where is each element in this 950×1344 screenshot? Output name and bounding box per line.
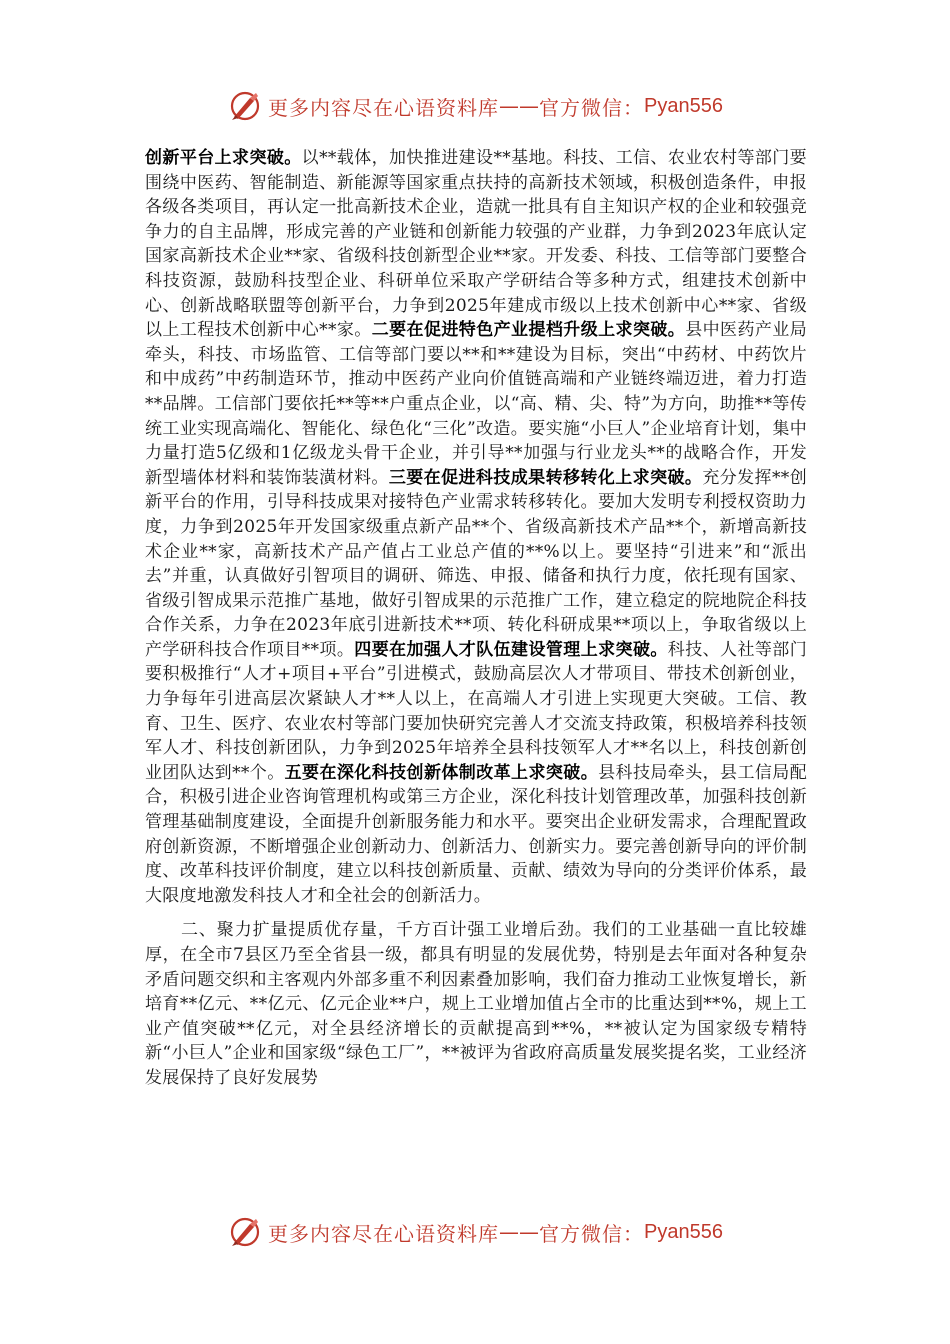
text-3: 充分发挥**创新平台的作用，引导科技成果对接特色产业需求转移转化。要加大发明专利授权资助力度，力争到2025年开发国家级重点新产品**个、省级高新技术产品**个，新增高新技术企业**家，高新技术产品产值占工业总产值的**%以上。要坚持“引进来”和“派出去”并重，认真做好引智项目的调研、筛选、申报、储备和执行力度，依托现有国家、省级引智成果示范推广基地，做好引智成果的示范推广工作，建立稳定的院地院企科技合作关系，力争在2023年底引进新技术**项、转化科研成果**项以上，争取省级以上产学研科技合作项目**项。 — [145, 467, 807, 660]
banner-separator: —— — [499, 94, 539, 118]
text-5: 县科技局牵头，县工信局配合，积极引进企业咨询管理机构或第三方企业，深化科技计划管理改革，加强科技创新管理基础制度建设，全面提升创新服务能力和水平。要突出企业研发需求，合理配置政府创新资源，不断增强企业创新动力、创新活力、创新实力。要完善创新导向的评价制度、改革科技评价制度，建立以科技创新质量、贡献、绩效为导向的分类评价体系，最大限度地激发科技人才和全社会的创新活力。 — [145, 762, 807, 906]
banner-wechat-id: Pyan556 — [644, 1220, 723, 1243]
banner-separator: —— — [499, 1220, 539, 1244]
document-body — [145, 146, 807, 1091]
heading-5: 五要在深化科技创新体制改革上求突破。 — [284, 762, 599, 783]
footer-banner — [0, 1212, 950, 1252]
banner-wechat-id: Pyan556 — [644, 94, 723, 117]
paragraph-1 — [145, 146, 807, 908]
text-2: 县中医药产业局牵头，科技、市场监管、工信等部门要以**和**建设为目标，突出“中药材、中药饮片和中成药”中药制造环节，推动中医药产业向价值链高端和产业链终端迈进，着力打造**品牌。工信部门要依托**等**户重点企业，以“高、精、尖、特”为方向，助推**等传统工业实现高端化、智能化、绿色化“三化”改造。要实施“小巨人”企业培育计划，集中力量打造5亿级和1亿级龙头骨干企业，并引导**加强与行业龙头**的战略合作，开发新型墙体材料和装饰装潢材料。 — [145, 320, 807, 488]
banner-title: 更多内容尽在心语资料库 — [268, 95, 499, 120]
banner-wechat-label: 官方微信： — [539, 1221, 644, 1246]
heading-4: 四要在加强人才队伍建设管理上求突破。 — [354, 639, 668, 660]
heading-3: 三要在促进科技成果转移转化上求突破。 — [388, 467, 703, 488]
pen-logo-icon — [228, 1215, 262, 1249]
pen-logo-icon — [228, 89, 262, 123]
banner-wechat-label: 官方微信： — [539, 95, 644, 120]
text-4: 科技、人社等部门要积极推行“人才+项目+平台”引进模式，鼓励高层次人才带项目、带技术创新创业，力争每年引进高层次紧缺人才**人以上，在高端人才引进上实现更大突破。工信、教育、卫生、医疗、农业农村等部门要加快研究完善人才交流支持政策，积极培养科技领军人才、科技创新团队，力争到2025年培养全县科技领军人才**名以上，科技创新创业团队达到**个。 — [145, 639, 807, 783]
banner-title: 更多内容尽在心语资料库 — [268, 1221, 499, 1246]
paragraph-2: 二、聚力扩量提质优存量，千方百计强工业增后劲。我们的工业基础一直比较雄厚，在全市7县区乃至全省县一级，都具有明显的发展优势，特别是去年面对各种复杂矛盾问题交织和主客观内外部多重不利因素叠加影响，我们奋力推动工业恢复增长，新培育**亿元、**亿元、亿元企业**户，规上工业增加值占全市的比重达到**%，规上工业产值突破**亿元，对全县经济增长的贡献提高到**%，**被认定为国家级专精特新“小巨人”企业和国家级“绿色工厂”，**被评为省政府高质量发展奖提名奖，工业经济发展保持了良好发展势 — [145, 920, 807, 1088]
header-banner — [0, 86, 950, 126]
heading-1-tail: 创新平台上求突破。 — [145, 148, 302, 168]
heading-2: 二要在促进特色产业提档升级上求突破。 — [371, 320, 686, 341]
text-1: 以**载体，加快推进建设**基地。科技、工信、农业农村等部门要围绕中医药、智能制造、新能源等国家重点扶持的高新技术领域，积极创造条件，申报各级各类项目，再认定一批高新技术企业，造就一批具有自主知识产权的企业和较强竞争力的自主品牌，形成完善的产业链和创新能力较强的产业群，力争到2023年底认定国家高新技术企业**家、省级科技创新型企业**家。开发委、科技、工信等部门要整合科技资源，鼓励科技型企业、科研单位采取产学研结合等多种方式，组建技术创新中心、创新战略联盟等创新平台，力争到2025年建成市级以上技术创新中心**家、省级以上工程技术创新中心**家。 — [145, 148, 807, 341]
